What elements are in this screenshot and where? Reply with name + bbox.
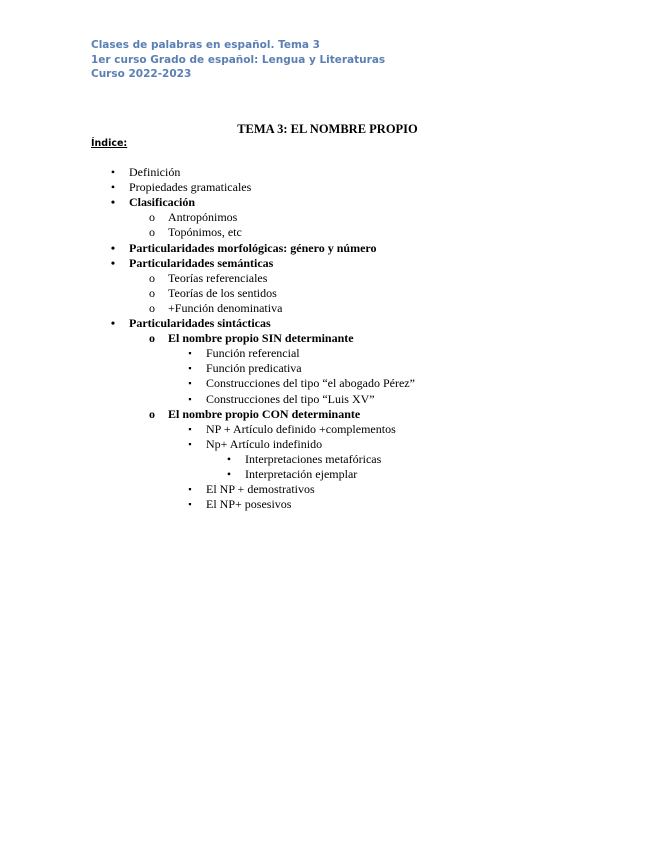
list-item-text: Particularidades sintácticas	[129, 316, 271, 330]
list-bullet: o	[149, 270, 155, 285]
list-bullet: o	[149, 210, 155, 225]
list-item-text: Particularidades semánticas	[129, 255, 274, 270]
list-item-text: Topónimos, etc	[168, 225, 242, 240]
list-bullet: •	[110, 165, 116, 179]
list-item-text: El NP + demostrativos	[206, 482, 315, 497]
list-bullet: •	[110, 255, 116, 270]
list-bullet: ▪	[188, 438, 192, 449]
list-bullet: ▪	[188, 499, 192, 510]
document-title: TEMA 3: EL NOMBRE PROPIO	[237, 122, 418, 136]
list-bullet: ▪	[188, 348, 192, 359]
list-item-text: Np+ Artículo indefinido	[206, 436, 323, 451]
list-bullet: ▪	[188, 393, 192, 404]
list-item-text: Interpretaciones metafóricas	[245, 451, 382, 466]
list-bullet: ▪	[188, 378, 192, 389]
list-item-text: +Función denominativa	[168, 300, 283, 315]
list-bullet: ▪	[188, 423, 192, 434]
list-bullet: •	[110, 180, 116, 195]
list-item-text: Antropónimos	[168, 210, 238, 225]
list-item-text: Interpretación ejemplar	[245, 467, 358, 481]
list-bullet: •	[226, 467, 232, 481]
page-header	[91, 38, 385, 82]
index-label: Índice:	[91, 138, 128, 149]
list-bullet: •	[226, 451, 232, 466]
list-item-text: Construcciones del tipo “Luis XV”	[206, 391, 375, 406]
list-bullet: o	[149, 300, 155, 315]
list-item-text: Teorías de los sentidos	[168, 285, 277, 300]
header-degree: 1er curso Grado de español: Lengua y Literaturas	[91, 53, 386, 66]
list-item-text: Definición	[129, 165, 181, 179]
list-item-text: Particularidades morfológicas: género y número	[129, 240, 377, 255]
list-bullet: ▪	[188, 363, 192, 374]
list-item-text: Función predicativa	[206, 361, 302, 376]
list-item-text: El NP+ posesivos	[206, 497, 292, 512]
list-bullet: o	[149, 331, 155, 346]
list-item-text: Función referencial	[206, 346, 300, 361]
list-bullet: o	[149, 406, 155, 421]
list-item-text: Propiedades gramaticales	[129, 180, 252, 195]
list-item-text: NP + Artículo definido +complementos	[206, 421, 396, 436]
list-item-text: El nombre propio SIN determinante	[168, 331, 354, 346]
list-bullet: •	[110, 195, 116, 210]
list-item-text: Construcciones del tipo “el abogado Pérez”	[206, 376, 415, 391]
list-item-text: El nombre propio CON determinante	[168, 406, 361, 421]
list-bullet: ▪	[188, 484, 192, 495]
list-item-text: Teorías referenciales	[168, 270, 268, 285]
list-bullet: •	[110, 316, 116, 330]
list-bullet: o	[149, 285, 155, 300]
header-academic-year: Curso 2022-2023	[91, 68, 192, 80]
list-item-text: Clasificación	[129, 195, 195, 210]
list-bullet: o	[149, 225, 155, 240]
header-course-title: Clases de palabras en español. Tema 3	[91, 39, 320, 51]
list-bullet: •	[110, 240, 116, 255]
